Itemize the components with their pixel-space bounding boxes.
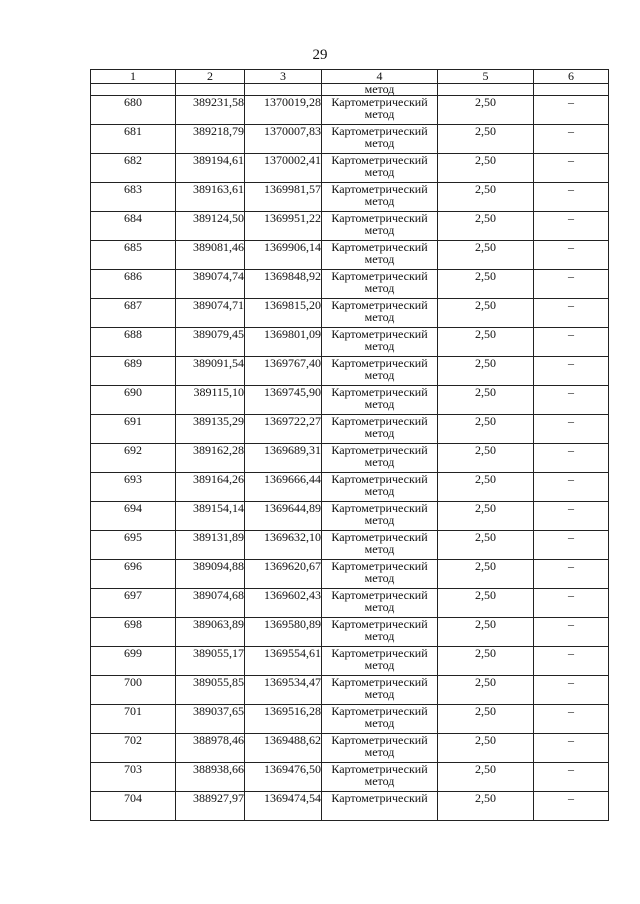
note: – [534,125,609,154]
accuracy: 2,50 [438,154,534,183]
method-cell [322,183,438,212]
y-coordinate: 1369554,61 [245,647,322,676]
x-coordinate: 389074,71 [176,299,245,328]
y-coordinate: 1369981,57 [245,183,322,212]
method-line-1: Картометрический [331,124,428,138]
x-coordinate: 389135,29 [176,415,245,444]
column-header: 4 [322,70,438,84]
method-line-2: метод [364,687,395,701]
note: – [534,328,609,357]
method-cell [322,676,438,705]
x-coordinate: 389218,79 [176,125,245,154]
method-line-1: Картометрический [331,588,428,602]
x-coordinate: 389063,89 [176,618,245,647]
y-coordinate: 1369689,31 [245,444,322,473]
table-row [91,270,609,299]
point-number: 697 [91,589,176,618]
note: – [534,676,609,705]
method-cell [322,734,438,763]
method-cell [322,792,438,821]
x-coordinate: 389037,65 [176,705,245,734]
note: – [534,183,609,212]
y-coordinate: 1369602,43 [245,589,322,618]
table-row [91,125,609,154]
table-row [91,763,609,792]
x-coordinate: 389164,26 [176,473,245,502]
method-line-1: Картометрический [331,472,428,486]
x-coordinate: 389074,74 [176,270,245,299]
method-line-1: Картометрический [331,182,428,196]
y-coordinate: 1369516,28 [245,705,322,734]
note: – [534,270,609,299]
method-cell [322,357,438,386]
accuracy: 2,50 [438,502,534,531]
x-coordinate: 389163,61 [176,183,245,212]
table-row [91,212,609,241]
point-number: 684 [91,212,176,241]
y-coordinate: 1369951,22 [245,212,322,241]
note: – [534,705,609,734]
method-line-1: Картометрический [331,240,428,254]
column-header: 1 [91,70,176,84]
x-coordinate: 389055,85 [176,676,245,705]
note: – [534,386,609,415]
note: – [534,792,609,821]
note: – [534,531,609,560]
point-number: 702 [91,734,176,763]
method-cell [322,415,438,444]
point-number: 688 [91,328,176,357]
accuracy: 2,50 [438,415,534,444]
column-header: 2 [176,70,245,84]
table-row [91,560,609,589]
method-line-1: Картометрический [331,675,428,689]
x-coordinate: 389124,50 [176,212,245,241]
y-coordinate: 1369534,47 [245,676,322,705]
point-number: 700 [91,676,176,705]
point-number: 689 [91,357,176,386]
method-cell [322,154,438,183]
accuracy: 2,50 [438,676,534,705]
method-line-1: Картометрический [331,211,428,225]
accuracy: 2,50 [438,212,534,241]
point-number: 690 [91,386,176,415]
coordinates-table [90,69,609,821]
method-line-1: Картометрический [331,791,428,805]
point-number: 704 [91,792,176,821]
method-line-1: Картометрический [331,704,428,718]
point-number: 683 [91,183,176,212]
note: – [534,241,609,270]
y-coordinate: 1369666,44 [245,473,322,502]
x-coordinate: 389079,45 [176,328,245,357]
x-coordinate: 388927,97 [176,792,245,821]
method-line-2: метод [364,716,395,730]
note: – [534,444,609,473]
y-coordinate: 1369801,09 [245,328,322,357]
x-coordinate: 389154,14 [176,502,245,531]
y-coordinate: 1369722,27 [245,415,322,444]
table-row [91,299,609,328]
method-cell [322,589,438,618]
y-coordinate: 1369906,14 [245,241,322,270]
table-row [91,705,609,734]
note: – [534,415,609,444]
method-line-2: метод [364,339,395,353]
column-header: 3 [245,70,322,84]
accuracy: 2,50 [438,589,534,618]
x-coordinate: 389162,28 [176,444,245,473]
point-number: 692 [91,444,176,473]
y-coordinate: 1369620,67 [245,560,322,589]
note: – [534,154,609,183]
method-line-2: метод [364,397,395,411]
x-coordinate: 389074,68 [176,589,245,618]
method-line-2: метод [364,774,395,788]
y-coordinate: 1369815,20 [245,299,322,328]
method-line-2: метод [364,629,395,643]
method-cell [322,618,438,647]
method-line-1: Картометрический [331,385,428,399]
y-coordinate: 1370002,41 [245,154,322,183]
x-coordinate: 388938,66 [176,763,245,792]
accuracy: 2,50 [438,328,534,357]
method-line-2: метод [364,600,395,614]
accuracy: 2,50 [438,734,534,763]
method-line-1: Картометрический [331,646,428,660]
point-number: 687 [91,299,176,328]
continuation-row [91,84,609,96]
method-line-2: метод [364,165,395,179]
method-line-2: метод [364,368,395,382]
table-row [91,96,609,125]
x-coordinate: 389091,54 [176,357,245,386]
note: – [534,618,609,647]
method-line-1: Картометрический [331,530,428,544]
accuracy: 2,50 [438,560,534,589]
table-row [91,386,609,415]
note: – [534,734,609,763]
method-line-2: метод [364,542,395,556]
note: – [534,560,609,589]
point-number: 696 [91,560,176,589]
accuracy: 2,50 [438,763,534,792]
y-coordinate: 1369580,89 [245,618,322,647]
y-coordinate: 1369644,89 [245,502,322,531]
y-coordinate: 1369476,50 [245,763,322,792]
point-number: 694 [91,502,176,531]
table-header-row [91,70,609,84]
method-line-1: Картометрический [331,95,428,109]
table-row [91,502,609,531]
x-coordinate: 389194,61 [176,154,245,183]
table-row [91,473,609,502]
x-coordinate: 389094,88 [176,560,245,589]
accuracy: 2,50 [438,647,534,676]
accuracy: 2,50 [438,299,534,328]
table-body [91,84,609,821]
method-line-1: Картометрический [331,269,428,283]
accuracy: 2,50 [438,444,534,473]
note: – [534,502,609,531]
method-line-1: Картометрический [331,298,428,312]
method-line-1: Картометрический [331,414,428,428]
accuracy: 2,50 [438,473,534,502]
method-line-1: Картометрический [331,559,428,573]
point-number: 701 [91,705,176,734]
table-row [91,241,609,270]
table-row [91,444,609,473]
table-row [91,183,609,212]
method-tail: метод [322,84,438,96]
method-cell [322,270,438,299]
table-row [91,734,609,763]
method-cell [322,502,438,531]
method-cell [322,473,438,502]
y-coordinate: 1370007,83 [245,125,322,154]
table-row [91,531,609,560]
note: – [534,212,609,241]
method-line-1: Картометрический [331,327,428,341]
method-line-2: метод [364,107,395,121]
method-line-2: метод [364,281,395,295]
accuracy: 2,50 [438,531,534,560]
method-line-1: Картометрический [331,733,428,747]
accuracy: 2,50 [438,241,534,270]
note: – [534,647,609,676]
note: – [534,357,609,386]
method-cell [322,386,438,415]
point-number: 682 [91,154,176,183]
accuracy: 2,50 [438,357,534,386]
table-row [91,618,609,647]
table-row [91,154,609,183]
method-line-2: метод [364,658,395,672]
point-number: 698 [91,618,176,647]
accuracy: 2,50 [438,386,534,415]
method-cell [322,125,438,154]
y-coordinate: 1369474,54 [245,792,322,821]
method-line-2: метод [364,426,395,440]
y-coordinate: 1369632,10 [245,531,322,560]
accuracy: 2,50 [438,96,534,125]
method-line-1: Картометрический [331,356,428,370]
accuracy: 2,50 [438,618,534,647]
method-cell [322,705,438,734]
point-number: 686 [91,270,176,299]
method-line-1: Картометрический [331,443,428,457]
point-number: 691 [91,415,176,444]
method-cell [322,212,438,241]
method-line-2: метод [364,745,395,759]
method-cell [322,299,438,328]
method-line-2: метод [364,252,395,266]
method-line-1: Картометрический [331,153,428,167]
table-row [91,676,609,705]
accuracy: 2,50 [438,125,534,154]
x-coordinate: 389231,58 [176,96,245,125]
table-row [91,357,609,386]
method-cell [322,96,438,125]
y-coordinate: 1370019,28 [245,96,322,125]
method-line-2: метод [364,513,395,527]
x-coordinate: 388978,46 [176,734,245,763]
table-row [91,589,609,618]
method-line-2: метод [364,571,395,585]
method-line-1: Картометрический [331,617,428,631]
point-number: 681 [91,125,176,154]
point-number: 685 [91,241,176,270]
x-coordinate: 389115,10 [176,386,245,415]
y-coordinate: 1369767,40 [245,357,322,386]
x-coordinate: 389081,46 [176,241,245,270]
note: – [534,763,609,792]
accuracy: 2,50 [438,705,534,734]
method-cell [322,647,438,676]
method-cell [322,241,438,270]
method-line-2: метод [364,223,395,237]
x-coordinate: 389131,89 [176,531,245,560]
point-number: 693 [91,473,176,502]
table-row [91,647,609,676]
accuracy: 2,50 [438,792,534,821]
point-number: 695 [91,531,176,560]
table-row [91,328,609,357]
note: – [534,96,609,125]
accuracy: 2,50 [438,270,534,299]
method-line-2: метод [364,455,395,469]
x-coordinate: 389055,17 [176,647,245,676]
method-line-1: Картометрический [331,762,428,776]
table-row [91,415,609,444]
note: – [534,589,609,618]
accuracy: 2,50 [438,183,534,212]
point-number: 703 [91,763,176,792]
method-cell [322,560,438,589]
method-cell [322,444,438,473]
table-row [91,792,609,821]
method-cell [322,763,438,792]
note: – [534,473,609,502]
method-cell [322,531,438,560]
point-number: 699 [91,647,176,676]
y-coordinate: 1369488,62 [245,734,322,763]
page-number: 29 [312,47,328,63]
method-line-1: Картометрический [331,501,428,515]
method-line-2: метод [364,484,395,498]
y-coordinate: 1369848,92 [245,270,322,299]
column-header: 5 [438,70,534,84]
column-header: 6 [534,70,609,84]
note: – [534,299,609,328]
y-coordinate: 1369745,90 [245,386,322,415]
method-line-2: метод [364,194,395,208]
method-line-2: метод [364,136,395,150]
point-number: 680 [91,96,176,125]
method-line-2: метод [364,310,395,324]
method-cell [322,328,438,357]
